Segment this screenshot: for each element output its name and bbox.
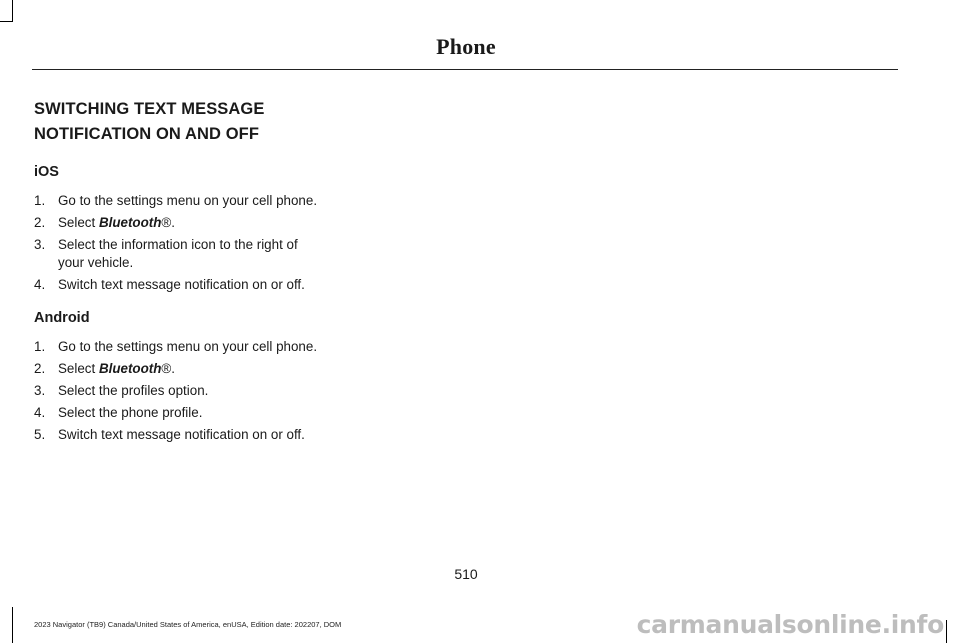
- list-item: 3. Select the profiles option.: [34, 383, 209, 398]
- bluetooth-brand: Bluetooth: [98, 361, 162, 376]
- list-item: 4. Switch text message notification on or off.: [34, 277, 305, 292]
- list-item: 4. Select the phone profile.: [34, 405, 203, 420]
- watermark-text: carmanualsonline.info: [636, 610, 944, 639]
- crop-mark-bottom-right-vertical: [946, 620, 947, 643]
- list-item: 1. Go to the settings menu on your cell phone.: [34, 339, 318, 354]
- page-number: 510: [454, 566, 478, 582]
- ios-steps-list: [34, 192, 324, 294]
- page-content: [34, 97, 324, 458]
- android-steps-list: [34, 338, 324, 444]
- list-item: 5. Switch text message notification on or off.: [34, 427, 305, 442]
- bluetooth-brand: Bluetooth: [98, 215, 162, 230]
- crop-mark-top-left-vertical: [12, 0, 13, 22]
- android-heading: Android: [34, 310, 90, 326]
- list-item: 3. Select the information icon to the right of your vehicle.: [34, 237, 298, 270]
- list-item: 2. Select Bluetooth®.: [34, 215, 176, 230]
- section-title-line-2: NOTIFICATION ON AND OFF: [34, 125, 260, 143]
- page-header-title: Phone: [436, 34, 496, 59]
- section-title-line-1: SWITCHING TEXT MESSAGE: [34, 100, 265, 118]
- crop-mark-top-left-horizontal: [0, 21, 13, 22]
- ios-heading: iOS: [34, 164, 59, 180]
- crop-mark-bottom-left-vertical: [12, 607, 13, 643]
- section-title: [34, 97, 324, 147]
- list-item: 2. Select Bluetooth®.: [34, 361, 176, 376]
- list-item: 1. Go to the settings menu on your cell phone.: [34, 193, 318, 208]
- header-rule: [32, 69, 898, 70]
- footer-edition-text: 2023 Navigator (TB9) Canada/United States of America, enUSA, Edition date: 202207, DOM: [34, 620, 342, 629]
